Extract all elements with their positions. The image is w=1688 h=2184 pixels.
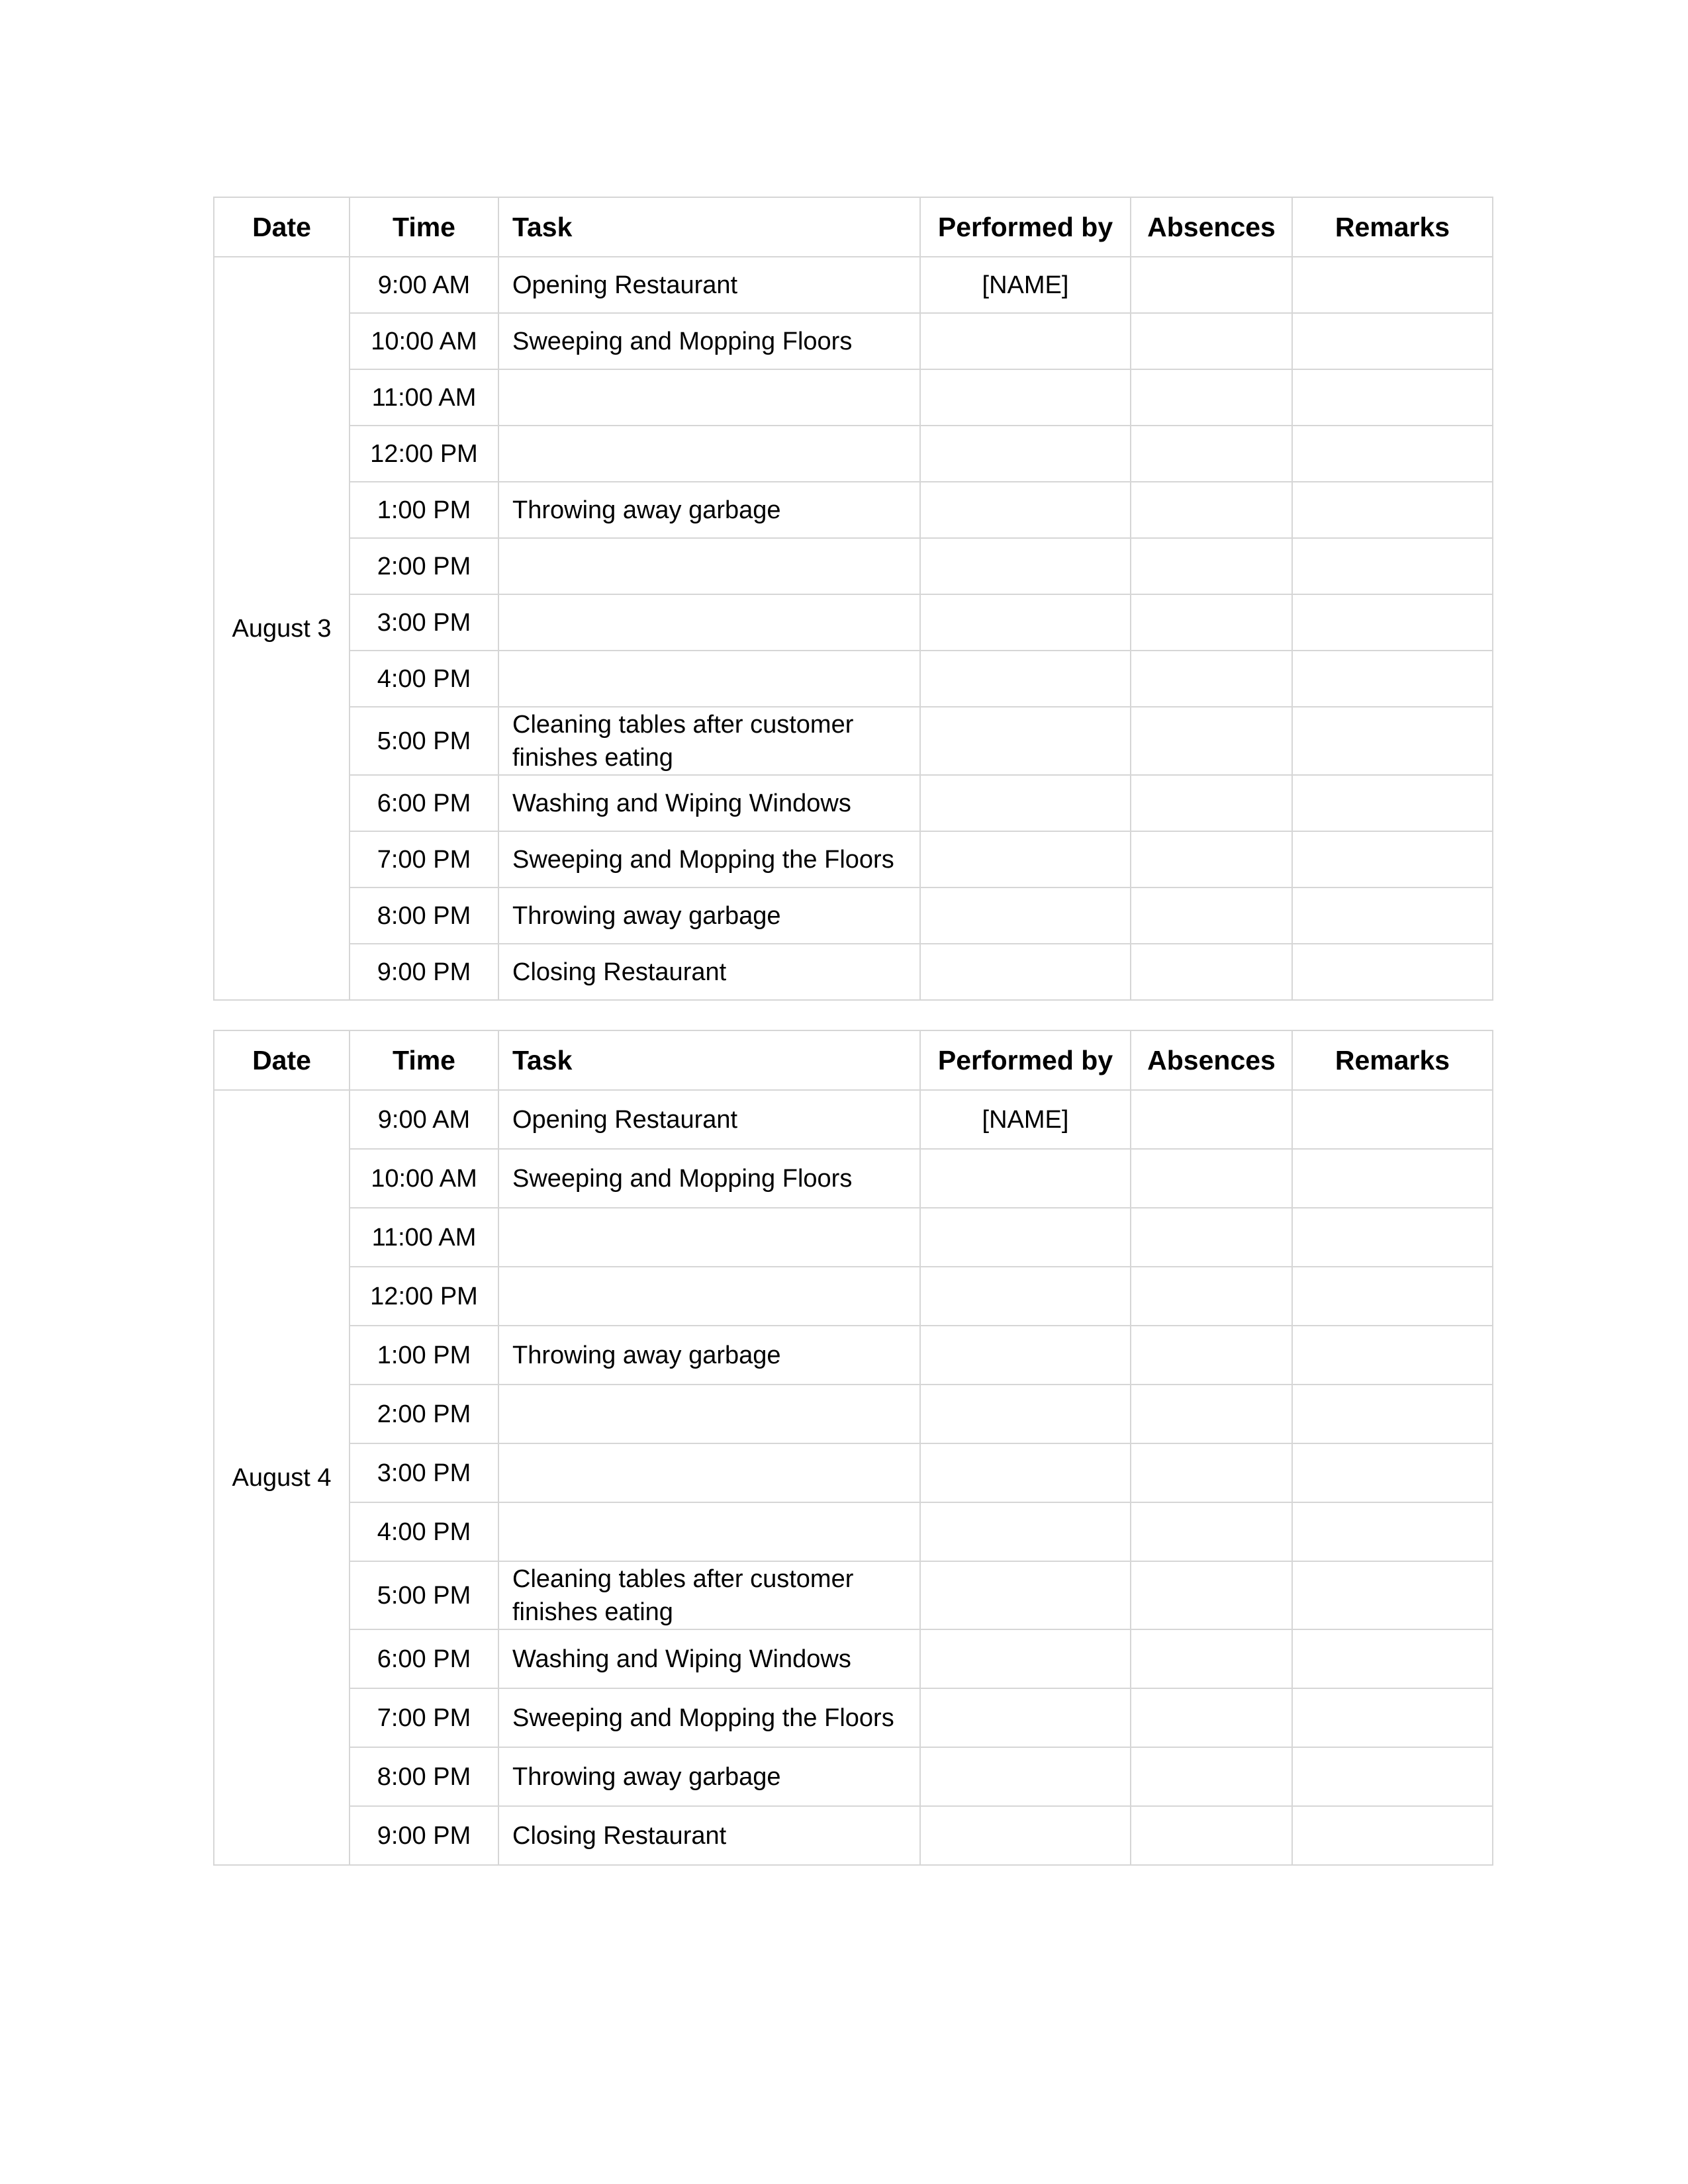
remarks-cell [1292, 1267, 1493, 1326]
header-absences: Absences [1131, 1030, 1292, 1090]
remarks-cell [1292, 1629, 1493, 1688]
task-cell: Throwing away garbage [498, 887, 920, 944]
header-date: Date [214, 1030, 350, 1090]
task-cell: Closing Restaurant [498, 1806, 920, 1865]
time-cell: 2:00 PM [350, 538, 498, 594]
absences-cell [1131, 707, 1292, 775]
remarks-cell [1292, 257, 1493, 313]
table-row [214, 1208, 1493, 1267]
absences-cell [1131, 482, 1292, 538]
table-row [214, 426, 1493, 482]
performed-by-cell [920, 1149, 1131, 1208]
header-row [214, 197, 1493, 257]
table-row [214, 369, 1493, 426]
performed-by-cell [920, 1443, 1131, 1502]
table-row [214, 831, 1493, 887]
absences-cell [1131, 1629, 1292, 1688]
performed-by-cell [920, 538, 1131, 594]
remarks-cell [1292, 426, 1493, 482]
remarks-cell [1292, 1502, 1493, 1561]
time-cell: 9:00 PM [350, 944, 498, 1000]
absences-cell [1131, 313, 1292, 369]
table-row [214, 887, 1493, 944]
table-row [214, 707, 1493, 775]
absences-cell [1131, 1561, 1292, 1629]
table-row [214, 1502, 1493, 1561]
remarks-cell [1292, 594, 1493, 651]
task-cell: Washing and Wiping Windows [498, 1629, 920, 1688]
task-cell [498, 594, 920, 651]
task-cell [498, 1208, 920, 1267]
header-time: Time [350, 197, 498, 257]
remarks-cell [1292, 887, 1493, 944]
task-cell: Sweeping and Mopping Floors [498, 313, 920, 369]
absences-cell [1131, 538, 1292, 594]
table-row [214, 313, 1493, 369]
time-cell: 12:00 PM [350, 426, 498, 482]
remarks-cell [1292, 538, 1493, 594]
performed-by-cell: [NAME] [920, 1090, 1131, 1149]
task-cell [498, 1267, 920, 1326]
time-cell: 10:00 AM [350, 313, 498, 369]
date-cell: August 3 [214, 257, 350, 1000]
time-cell: 9:00 AM [350, 257, 498, 313]
schedule-table-august-4 [213, 1030, 1493, 1866]
remarks-cell [1292, 1385, 1493, 1443]
table-row [214, 1629, 1493, 1688]
performed-by-cell [920, 1561, 1131, 1629]
remarks-cell [1292, 1688, 1493, 1747]
header-time: Time [350, 1030, 498, 1090]
absences-cell [1131, 1443, 1292, 1502]
header-performed-by: Performed by [920, 1030, 1131, 1090]
remarks-cell [1292, 1326, 1493, 1385]
table-row [214, 257, 1493, 313]
time-cell: 1:00 PM [350, 482, 498, 538]
performed-by-cell [920, 1385, 1131, 1443]
time-cell: 7:00 PM [350, 831, 498, 887]
absences-cell [1131, 1267, 1292, 1326]
task-cell: Washing and Wiping Windows [498, 775, 920, 831]
remarks-cell [1292, 651, 1493, 707]
header-absences: Absences [1131, 197, 1292, 257]
remarks-cell [1292, 1747, 1493, 1806]
remarks-cell [1292, 1090, 1493, 1149]
task-cell [498, 1502, 920, 1561]
task-cell: Closing Restaurant [498, 944, 920, 1000]
remarks-cell [1292, 1208, 1493, 1267]
task-cell: Throwing away garbage [498, 1326, 920, 1385]
absences-cell [1131, 651, 1292, 707]
task-cell: Sweeping and Mopping the Floors [498, 831, 920, 887]
task-cell [498, 651, 920, 707]
absences-cell [1131, 257, 1292, 313]
performed-by-cell [920, 1806, 1131, 1865]
time-cell: 8:00 PM [350, 887, 498, 944]
task-cell [498, 1443, 920, 1502]
table-row [214, 1806, 1493, 1865]
performed-by-cell [920, 482, 1131, 538]
time-cell: 8:00 PM [350, 1747, 498, 1806]
task-cell: Sweeping and Mopping Floors [498, 1149, 920, 1208]
table-row [214, 1747, 1493, 1806]
performed-by-cell [920, 1267, 1131, 1326]
task-cell [498, 426, 920, 482]
schedule-table-august-3 [213, 197, 1493, 1001]
table-row [214, 1443, 1493, 1502]
header-date: Date [214, 197, 350, 257]
table-row [214, 775, 1493, 831]
absences-cell [1131, 1385, 1292, 1443]
time-cell: 9:00 AM [350, 1090, 498, 1149]
time-cell: 12:00 PM [350, 1267, 498, 1326]
task-cell [498, 1385, 920, 1443]
time-cell: 6:00 PM [350, 775, 498, 831]
performed-by-cell [920, 944, 1131, 1000]
header-task: Task [498, 197, 920, 257]
remarks-cell [1292, 1806, 1493, 1865]
time-cell: 2:00 PM [350, 1385, 498, 1443]
performed-by-cell [920, 1688, 1131, 1747]
remarks-cell [1292, 831, 1493, 887]
absences-cell [1131, 1326, 1292, 1385]
absences-cell [1131, 1688, 1292, 1747]
table-row [214, 1149, 1493, 1208]
absences-cell [1131, 831, 1292, 887]
time-cell: 3:00 PM [350, 1443, 498, 1502]
header-task: Task [498, 1030, 920, 1090]
header-performed-by: Performed by [920, 197, 1131, 257]
remarks-cell [1292, 369, 1493, 426]
performed-by-cell [920, 1208, 1131, 1267]
header-remarks: Remarks [1292, 197, 1493, 257]
time-cell: 10:00 AM [350, 1149, 498, 1208]
performed-by-cell [920, 775, 1131, 831]
task-cell [498, 369, 920, 426]
task-cell: Cleaning tables after customer finishes eating [498, 1561, 920, 1629]
task-cell: Throwing away garbage [498, 1747, 920, 1806]
time-cell: 4:00 PM [350, 1502, 498, 1561]
time-cell: 7:00 PM [350, 1688, 498, 1747]
absences-cell [1131, 775, 1292, 831]
absences-cell [1131, 944, 1292, 1000]
absences-cell [1131, 1208, 1292, 1267]
time-cell: 5:00 PM [350, 1561, 498, 1629]
remarks-cell [1292, 1149, 1493, 1208]
absences-cell [1131, 369, 1292, 426]
absences-cell [1131, 887, 1292, 944]
header-row [214, 1030, 1493, 1090]
remarks-cell [1292, 1443, 1493, 1502]
header-remarks: Remarks [1292, 1030, 1493, 1090]
absences-cell [1131, 1747, 1292, 1806]
time-cell: 9:00 PM [350, 1806, 498, 1865]
remarks-cell [1292, 482, 1493, 538]
performed-by-cell [920, 426, 1131, 482]
performed-by-cell [920, 1502, 1131, 1561]
performed-by-cell [920, 887, 1131, 944]
time-cell: 6:00 PM [350, 1629, 498, 1688]
performed-by-cell [920, 594, 1131, 651]
table-row [214, 1561, 1493, 1629]
date-cell: August 4 [214, 1090, 350, 1865]
task-cell [498, 538, 920, 594]
table-row [214, 1326, 1493, 1385]
performed-by-cell [920, 1747, 1131, 1806]
performed-by-cell [920, 1629, 1131, 1688]
table-row [214, 1090, 1493, 1149]
table-row [214, 482, 1493, 538]
remarks-cell [1292, 313, 1493, 369]
table-row [214, 1688, 1493, 1747]
performed-by-cell [920, 707, 1131, 775]
time-cell: 11:00 AM [350, 369, 498, 426]
task-cell: Throwing away garbage [498, 482, 920, 538]
performed-by-cell [920, 831, 1131, 887]
absences-cell [1131, 594, 1292, 651]
table-row [214, 594, 1493, 651]
absences-cell [1131, 1090, 1292, 1149]
remarks-cell [1292, 1561, 1493, 1629]
table-row [214, 651, 1493, 707]
remarks-cell [1292, 944, 1493, 1000]
remarks-cell [1292, 775, 1493, 831]
performed-by-cell [920, 1326, 1131, 1385]
task-cell: Cleaning tables after customer finishes eating [498, 707, 920, 775]
absences-cell [1131, 1502, 1292, 1561]
table-row [214, 538, 1493, 594]
table-row [214, 944, 1493, 1000]
time-cell: 4:00 PM [350, 651, 498, 707]
time-cell: 11:00 AM [350, 1208, 498, 1267]
absences-cell [1131, 1149, 1292, 1208]
remarks-cell [1292, 707, 1493, 775]
table-row [214, 1385, 1493, 1443]
table-row [214, 1267, 1493, 1326]
absences-cell [1131, 426, 1292, 482]
absences-cell [1131, 1806, 1292, 1865]
time-cell: 3:00 PM [350, 594, 498, 651]
performed-by-cell [920, 313, 1131, 369]
task-cell: Opening Restaurant [498, 257, 920, 313]
task-cell: Sweeping and Mopping the Floors [498, 1688, 920, 1747]
task-cell: Opening Restaurant [498, 1090, 920, 1149]
time-cell: 1:00 PM [350, 1326, 498, 1385]
performed-by-cell [920, 369, 1131, 426]
performed-by-cell: [NAME] [920, 257, 1131, 313]
time-cell: 5:00 PM [350, 707, 498, 775]
performed-by-cell [920, 651, 1131, 707]
